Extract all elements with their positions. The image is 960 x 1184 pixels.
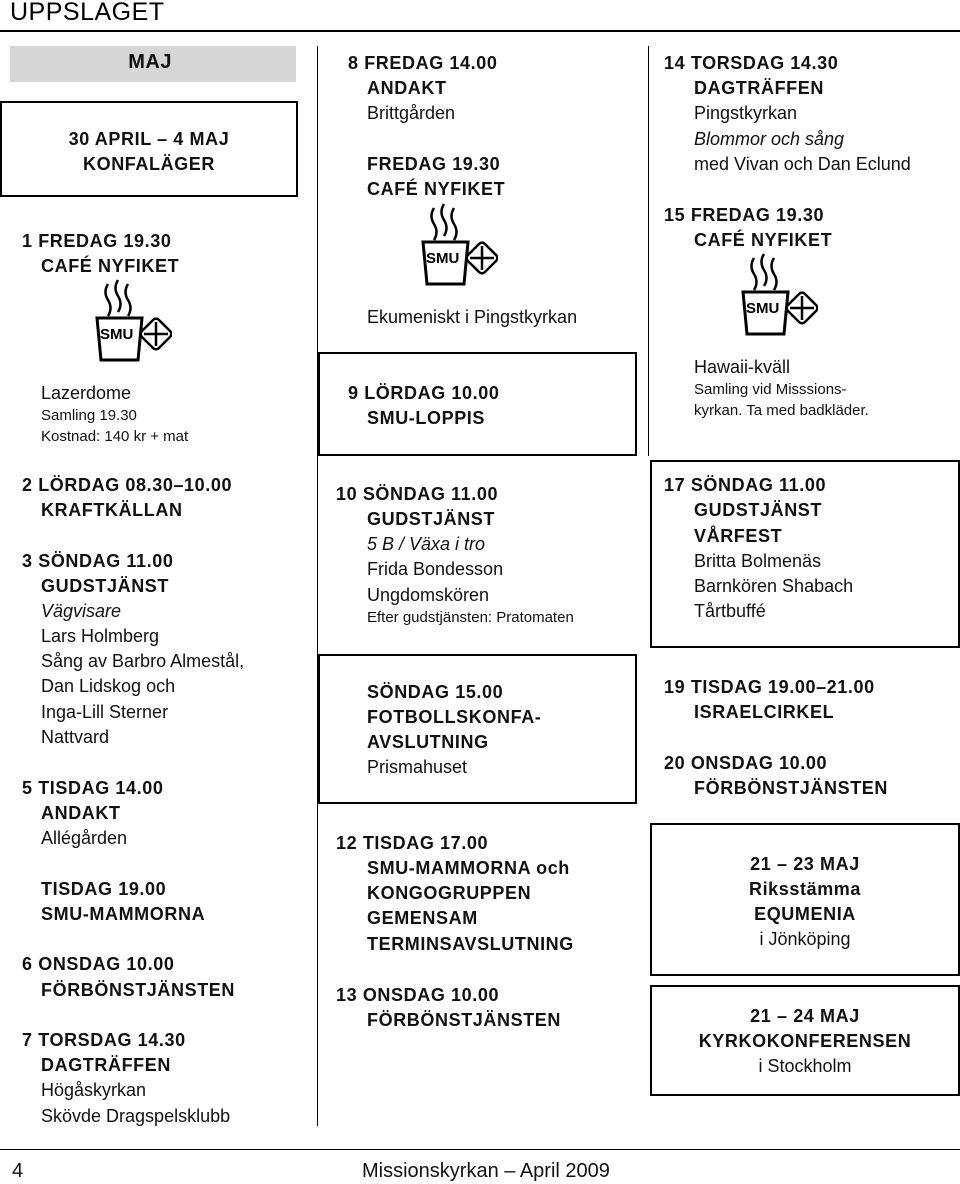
event-7-title: DAGTRÄFFEN: [41, 1055, 171, 1075]
footer-rule: [0, 1149, 960, 1150]
event-14-date: 14 TORSDAG 14.30: [664, 53, 839, 73]
event-17-title: GUDSTJÄNST: [694, 500, 823, 520]
month-banner: [10, 46, 296, 82]
kyrkokonferensen-title: KYRKOKONFERENSEN: [698, 1031, 912, 1051]
event-8-place: Brittgården: [367, 103, 456, 123]
svg-text:SMU: SMU: [746, 300, 780, 317]
riksstamma-place: i Jönköping: [759, 929, 851, 949]
column-divider-2: [648, 46, 649, 456]
event-9-date: 9 LÖRDAG 10.00: [348, 383, 500, 403]
event-17-line-2: Barnkören Shabach: [694, 576, 854, 596]
event-6-title: FÖRBÖNSTJÄNSTEN: [41, 980, 236, 1000]
event-5b-title: SMU-MAMMORNA: [41, 904, 206, 924]
event-1-meeting: Samling 19.30: [41, 407, 137, 424]
coffee-cup-icon: [418, 202, 498, 286]
svg-text:SMU: SMU: [426, 250, 460, 267]
event-3-date: 3 SÖNDAG 11.00: [22, 551, 174, 571]
event-10b-title-1: FOTBOLLSKONFA-: [367, 707, 542, 727]
column-divider-1: [317, 46, 318, 1126]
event-3-line-5: Nattvard: [41, 727, 110, 747]
event-5-place: Allégården: [41, 828, 128, 848]
event-2-title: KRAFTKÄLLAN: [41, 500, 183, 520]
event-8b-title: CAFÉ NYFIKET: [367, 179, 506, 199]
event-10-line-2: Ungdomskören: [367, 585, 490, 605]
event-12-title-2: KONGOGRUPPEN: [367, 883, 532, 903]
event-19-date: 19 TISDAG 19.00–21.00: [664, 677, 875, 697]
event-2-date: 2 LÖRDAG 08.30–10.00: [22, 475, 233, 495]
event-12-date: 12 TISDAG 17.00: [336, 833, 489, 853]
event-14-line-1: med Vivan och Dan Eclund: [694, 154, 911, 174]
event-9-title: SMU-LOPPIS: [367, 408, 486, 428]
event-3-line-1: Lars Holmberg: [41, 626, 160, 646]
event-15-theme: Hawaii-kväll: [694, 357, 791, 377]
event-1-place: Lazerdome: [41, 383, 132, 403]
event-17-line-3: Tårtbuffé: [694, 601, 766, 621]
event-3-title: GUDSTJÄNST: [41, 576, 170, 596]
event-6-date: 6 ONSDAG 10.00: [22, 954, 175, 974]
header-rule: [0, 30, 960, 32]
event-8b-note: Ekumeniskt i Pingstkyrkan: [367, 307, 578, 327]
event-7-place: Högåskyrkan: [41, 1080, 147, 1100]
event-3-theme: Vägvisare: [41, 601, 122, 621]
event-10b-title-2: AVSLUTNING: [367, 732, 489, 752]
konfalager-dates: 30 APRIL – 4 MAJ: [68, 129, 230, 149]
event-10-theme: 5 B / Växa i tro: [367, 534, 486, 554]
event-14-theme: Blommor och sång: [694, 129, 845, 149]
event-10b-date: SÖNDAG 15.00: [367, 682, 504, 702]
svg-text:SMU: SMU: [100, 326, 134, 343]
event-15-date: 15 FREDAG 19.30: [664, 205, 825, 225]
event-1-date: 1 FREDAG 19.30: [22, 231, 172, 251]
kyrkokonferensen-dates: 21 – 24 MAJ: [750, 1006, 860, 1026]
event-1-cost: Kostnad: 140 kr + mat: [41, 428, 189, 445]
event-3-line-3: Dan Lidskog och: [41, 676, 176, 696]
event-15-note-1: Samling vid Misssions-: [694, 381, 847, 398]
event-20-date: 20 ONSDAG 10.00: [664, 753, 828, 773]
event-12-title-3: GEMENSAM: [367, 908, 478, 928]
event-12-title-1: SMU-MAMMORNA och: [367, 858, 570, 878]
page-number: 4: [12, 1160, 24, 1182]
event-8-title: ANDAKT: [367, 78, 447, 98]
event-13-title: FÖRBÖNSTJÄNSTEN: [367, 1010, 562, 1030]
event-7-note: Skövde Dragspelsklubb: [41, 1106, 231, 1126]
event-3-line-4: Inga-Lill Sterner: [41, 702, 169, 722]
event-10b-place: Prismahuset: [367, 757, 468, 777]
event-10-date: 10 SÖNDAG 11.00: [336, 484, 499, 504]
section-title: UPPSLAGET: [10, 0, 165, 26]
month-label: MAJ: [128, 51, 172, 73]
event-12-title-4: TERMINSAVSLUTNING: [367, 934, 574, 954]
event-7-date: 7 TORSDAG 14.30: [22, 1030, 186, 1050]
kyrkokonferensen-place: i Stockholm: [758, 1056, 852, 1076]
coffee-cup-icon: [738, 252, 818, 336]
event-8b-date: FREDAG 19.30: [367, 154, 501, 174]
event-3-line-2: Sång av Barbro Almestål,: [41, 651, 245, 671]
event-15-note-2: kyrkan. Ta med badkläder.: [694, 402, 869, 419]
event-5b-date: TISDAG 19.00: [41, 879, 167, 899]
event-14-title: DAGTRÄFFEN: [694, 78, 824, 98]
event-14-place: Pingstkyrkan: [694, 103, 798, 123]
coffee-cup-icon: [92, 278, 172, 362]
event-10-title: GUDSTJÄNST: [367, 509, 496, 529]
riksstamma-title: Riksstämma: [748, 879, 862, 899]
event-5-date: 5 TISDAG 14.00: [22, 778, 164, 798]
riksstamma-dates: 21 – 23 MAJ: [750, 854, 860, 874]
event-5-title: ANDAKT: [41, 803, 121, 823]
event-10-note: Efter gudstjänsten: Pratomaten: [367, 609, 574, 626]
event-1-title: CAFÉ NYFIKET: [41, 256, 180, 276]
event-17-line-1: Britta Bolmenäs: [694, 551, 822, 571]
konfalager-title: KONFALÄGER: [83, 154, 215, 174]
riksstamma-org: EQUMENIA: [754, 904, 856, 924]
event-20-title: FÖRBÖNSTJÄNSTEN: [694, 778, 889, 798]
event-17-date: 17 SÖNDAG 11.00: [664, 475, 827, 495]
event-17-subtitle: VÅRFEST: [694, 526, 783, 546]
event-13-date: 13 ONSDAG 10.00: [336, 985, 500, 1005]
event-10-line-1: Frida Bondesson: [367, 559, 504, 579]
event-8-date: 8 FREDAG 14.00: [348, 53, 498, 73]
event-19-title: ISRAELCIRKEL: [694, 702, 835, 722]
event-15-title: CAFÉ NYFIKET: [694, 230, 833, 250]
publication-footer: Missionskyrkan – April 2009: [362, 1160, 610, 1182]
